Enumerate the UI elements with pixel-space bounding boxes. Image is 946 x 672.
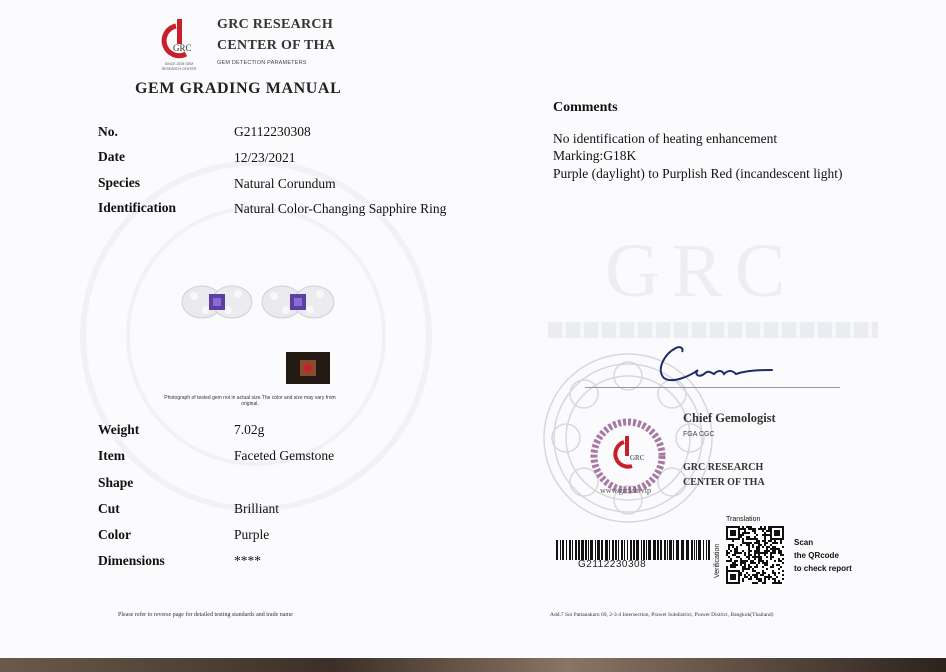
scan-line: Scan [794,538,814,547]
field-value-identification: Natural Color-Changing Sapphire Ring [234,201,447,216]
signatory-org-line1: GRC RESEARCH [683,462,764,473]
photo-background-strip [0,658,946,672]
barcode-icon [556,540,711,560]
signatory-credentials: FGA CGC [683,431,715,438]
logo-tagline: SINCE 2005 GEM RESEARCH CENTER [161,62,197,71]
field-label-date: Date [98,149,125,164]
qr-code-icon[interactable] [726,526,784,584]
field-value-cut: Brilliant [234,501,279,516]
comment-line: No identification of heating enhancement [553,131,778,146]
logo-text: GRC [173,43,192,53]
field-label-color: Color [98,527,131,542]
verification-label [714,528,724,580]
org-subline: GEM DETECTION PARAMETERS [217,60,307,66]
verification-text: Verification [714,543,721,578]
field-value-date: 12/23/2021 [234,150,296,165]
gem-thumbnail [286,352,330,384]
field-value-item: Faceted Gemstone [234,448,335,463]
field-label-identification: Identification [98,200,177,215]
field-label-shape: Shape [98,475,134,490]
watermark-band [548,322,878,338]
scan-line: to check report [794,564,852,573]
signatory-title: Chief Gemologist [683,411,776,425]
gem-photo [176,276,352,330]
org-line1: GRC RESEARCH [217,17,334,32]
grc-logo-icon [156,16,202,62]
field-label-weight: Weight [98,422,140,437]
photo-disclaimer: Photograph of tested gem not in actual size.The color and size may vary from original. [164,395,336,407]
field-value-color: Purple [234,527,270,542]
signatory-org [683,460,765,490]
comments-heading: Comments [553,100,618,115]
field-value-dimensions: **** [234,553,261,568]
translation-label: Translation [726,516,761,523]
field-label-item: Item [98,448,125,463]
footer-address: Add.7 Soi Pattanakarn 69, 2-3-4 Intersection, Prawet Subdistrict, Prawet District, Bangkok(Thailand) [550,612,774,618]
seal-logo-icon [588,416,668,496]
field-value-no: G2112230308 [234,124,311,139]
ring-left [182,286,252,318]
seal-url: www.grclab.vip [600,486,652,495]
ring-right [262,286,334,318]
comment-line: Purple (daylight) to Purplish Red (incandescent light) [553,166,843,181]
seal-logo-text: GRC [630,454,645,462]
field-value-species: Natural Corundum [234,176,336,191]
signatory-org-line2: CENTER OF THA [683,477,765,488]
org-line2: CENTER OF THA [217,38,336,53]
comment-line: Marking:G18K [553,148,637,163]
field-value-weight: 7.02g [234,422,265,437]
field-label-cut: Cut [98,501,120,516]
footer-note: Please refer to reverse page for detailed testing standards and trade name [118,612,293,618]
document-title: GEM GRADING MANUAL [135,80,342,97]
signature-icon [654,340,784,386]
scan-line: the QRcode [794,551,839,560]
org-name [217,14,335,56]
field-label-dimensions: Dimensions [98,553,165,568]
watermark-grc-text: GRC [605,229,798,313]
field-label-species: Species [98,175,140,190]
scan-instructions [794,536,852,575]
field-label-no: No. [98,124,118,139]
barcode-number: G2112230308 [578,559,647,570]
signature-line [585,387,840,388]
